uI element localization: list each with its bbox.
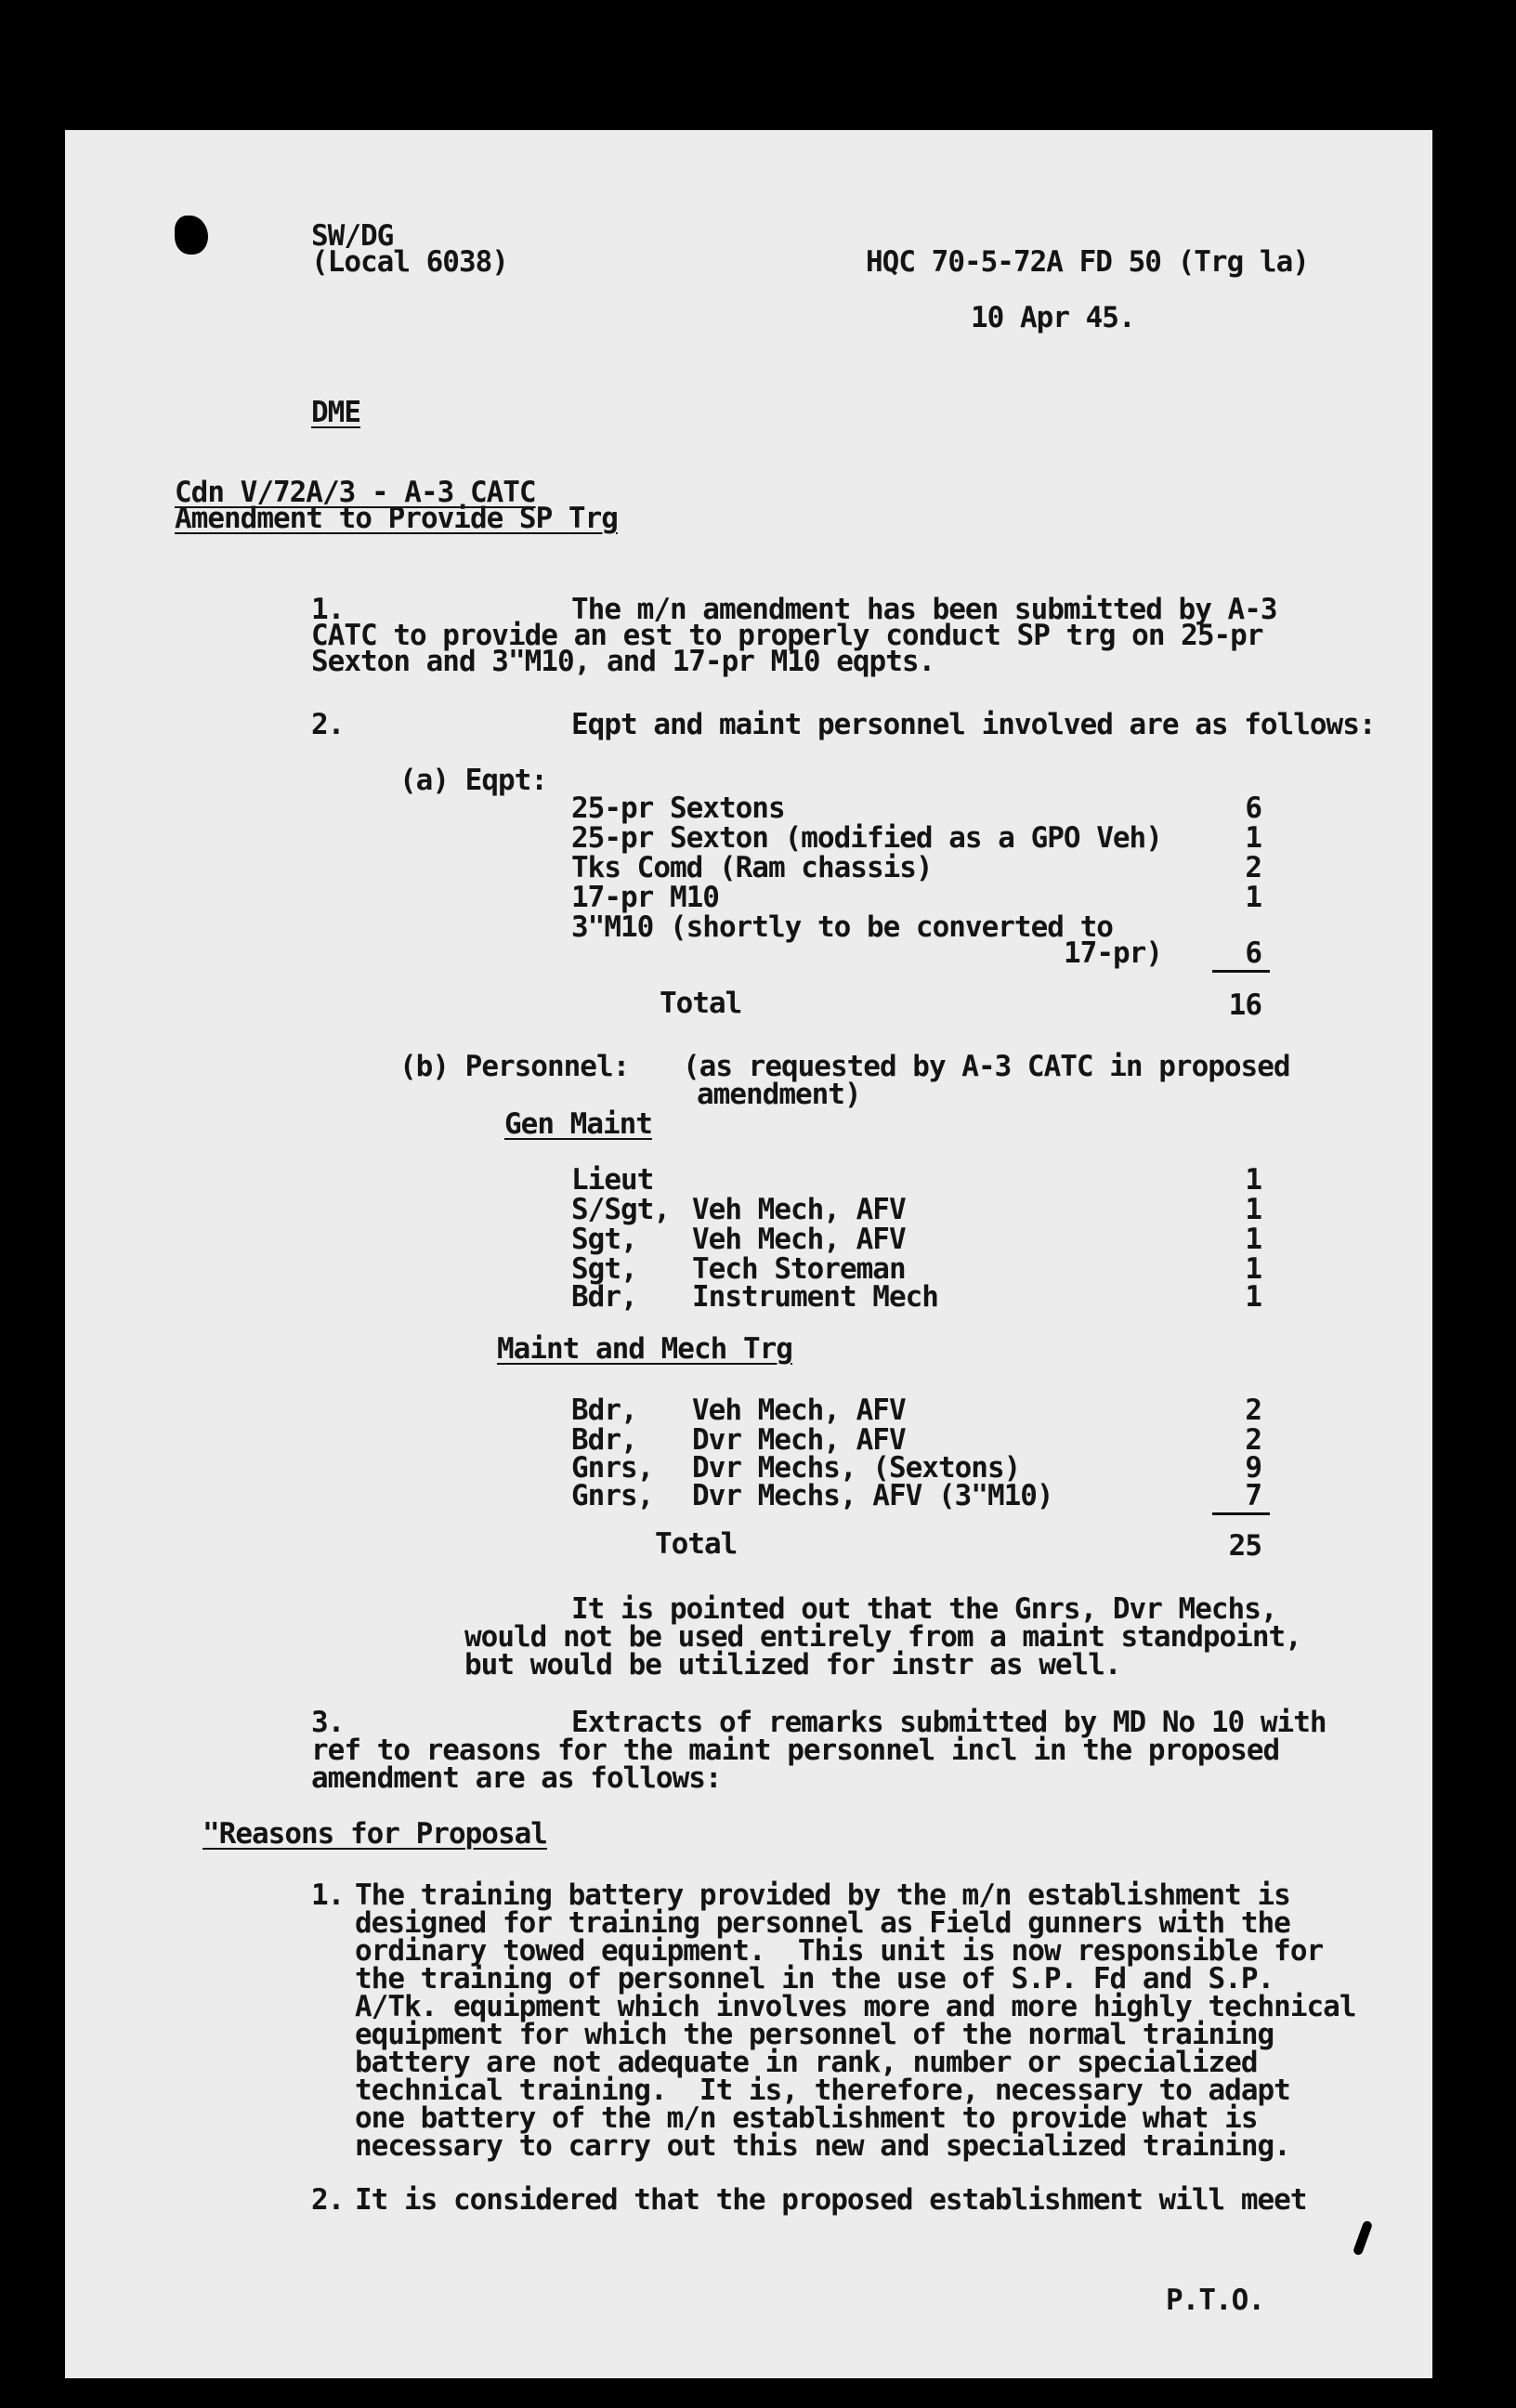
para-2-intro: Eqpt and maint personnel involved are as follows: (571, 708, 1376, 741)
eqpt-qty: 2 (1245, 851, 1261, 884)
eqpt-item: 25-pr Sextons (571, 792, 785, 825)
reason-1-line: one battery of the m/n establishment to provide what is (355, 2101, 1258, 2135)
eqpt-qty: 6 (1245, 792, 1261, 825)
para-2-number: 2. (311, 708, 345, 741)
ref-initials: SW/DG (311, 219, 394, 253)
remark-line: It is pointed out that the Gnrs, Dvr Mechs, (571, 1592, 1277, 1626)
ref-local: (Local 6038) (311, 245, 508, 279)
pto-footer: P.T.O. (1166, 2284, 1264, 2317)
personnel-qty: 2 (1245, 1394, 1261, 1427)
personnel-total: 25 (1228, 1529, 1261, 1563)
subject-line-2: Amendment to Provide SP Trg (175, 502, 618, 535)
eqpt-item: 17-pr M10 (571, 881, 719, 914)
personnel-trade: Veh Mech, AFV (692, 1394, 906, 1427)
personnel-qty: 1 (1245, 1193, 1261, 1226)
eqpt-total: 16 (1228, 988, 1261, 1022)
ink-mark (1353, 2219, 1373, 2256)
maint-mech-heading: Maint and Mech Trg (497, 1332, 792, 1366)
document-page (65, 130, 1432, 2378)
reason-1-line: technical training. It is, therefore, necessary to adapt (355, 2074, 1290, 2107)
personnel-rank: Sgt, (571, 1252, 637, 1286)
reason-1-line: designed for training personnel as Field gunners with the (355, 1906, 1290, 1940)
personnel-trade: Veh Mech, AFV (692, 1223, 906, 1256)
personnel-qty: 7 (1245, 1479, 1261, 1512)
eqpt-item: Tks Comd (Ram chassis) (571, 851, 933, 884)
personnel-note: amendment) (697, 1078, 861, 1111)
para-1-line: CATC to provide an est to properly conduct SP trg on 25-pr (311, 619, 1263, 652)
eqpt-qty: 1 (1245, 881, 1261, 914)
reason-1-line: The training battery provided by the m/n establishment is (355, 1878, 1290, 1912)
personnel-rank: Lieut (571, 1163, 654, 1197)
eqpt-qty: 1 (1245, 821, 1261, 855)
personnel-rank: Bdr, (571, 1423, 637, 1457)
reason-1-line: ordinary towed equipment. This unit is now responsible for (355, 1934, 1324, 1968)
reason-1-line: A/Tk. equipment which involves more and more highly technical (355, 1990, 1356, 2023)
personnel-rank: S/Sgt, (571, 1193, 670, 1226)
reason-1-number: 1. (311, 1878, 345, 1912)
file-reference: HQC 70-5-72A FD 50 (Trg la) (866, 245, 1309, 279)
para-3-line: Extracts of remarks submitted by MD No 10 with (571, 1706, 1326, 1739)
para-3-line: ref to reasons for the maint personnel incl in the proposed (311, 1734, 1280, 1767)
addressee: DME (311, 396, 360, 429)
reason-2-line: It is considered that the proposed establishment will meet (355, 2183, 1307, 2217)
personnel-qty: 2 (1245, 1423, 1261, 1457)
eqpt-item: 17-pr) (1064, 936, 1162, 970)
para-3-number: 3. (311, 1706, 345, 1739)
personnel-trade: Veh Mech, AFV (692, 1193, 906, 1226)
personnel-rank: Gnrs, (571, 1479, 654, 1512)
personnel-label: (b) Personnel: (399, 1050, 630, 1083)
personnel-rank: Gnrs, (571, 1451, 654, 1485)
para-1-number: 1. (311, 593, 345, 626)
personnel-trade: Dvr Mech, AFV (692, 1423, 906, 1457)
personnel-trade: Dvr Mechs, (Sextons) (692, 1451, 1021, 1485)
subtotal-rule (1212, 1512, 1270, 1515)
remark-line: would not be used entirely from a maint standpoint, (464, 1620, 1301, 1654)
eqpt-qty: 6 (1245, 936, 1261, 970)
gen-maint-heading: Gen Maint (504, 1107, 652, 1141)
personnel-total-label: Total (655, 1527, 738, 1561)
eqpt-item: 3"M10 (shortly to be converted to (571, 910, 1113, 944)
subtotal-rule (1212, 970, 1270, 973)
remark-line: but would be utilized for instr as well. (464, 1648, 1121, 1682)
eqpt-item: 25-pr Sexton (modified as a GPO Veh) (571, 821, 1162, 855)
para-1-line: Sexton and 3"M10, and 17-pr M10 eqpts. (311, 645, 935, 678)
personnel-note: (as requested by A-3 CATC in proposed (683, 1050, 1290, 1083)
para-3-line: amendment are as follows: (311, 1761, 722, 1795)
personnel-qty: 9 (1245, 1451, 1261, 1485)
personnel-qty: 1 (1245, 1280, 1261, 1314)
document-date: 10 Apr 45. (971, 301, 1135, 334)
personnel-qty: 1 (1245, 1163, 1261, 1197)
personnel-qty: 1 (1245, 1252, 1261, 1286)
reason-1-line: battery are not adequate in rank, number or specialized (355, 2046, 1258, 2079)
eqpt-label: (a) Eqpt: (399, 764, 547, 797)
reason-1-line: necessary to carry out this new and specialized training. (355, 2129, 1290, 2163)
personnel-rank: Bdr, (571, 1394, 637, 1427)
personnel-trade: Instrument Mech (692, 1280, 938, 1314)
personnel-trade: Tech Storeman (692, 1252, 906, 1286)
reasons-heading: "Reasons for Proposal (203, 1817, 547, 1851)
reason-1-line: equipment for which the personnel of the normal training (355, 2018, 1274, 2051)
para-1-line: The m/n amendment has been submitted by A-3 (571, 593, 1277, 626)
subject-line-1: Cdn V/72A/3 - A-3 CATC (175, 476, 536, 509)
punch-hole-mark (175, 216, 208, 255)
eqpt-total-label: Total (660, 987, 742, 1020)
personnel-trade: Dvr Mechs, AFV (3"M10) (692, 1479, 1053, 1512)
personnel-rank: Bdr, (571, 1280, 637, 1314)
reason-1-line: the training of personnel in the use of S.P. Fd and S.P. (355, 1962, 1274, 1996)
reason-2-number: 2. (311, 2183, 345, 2217)
personnel-rank: Sgt, (571, 1223, 637, 1256)
personnel-qty: 1 (1245, 1223, 1261, 1256)
